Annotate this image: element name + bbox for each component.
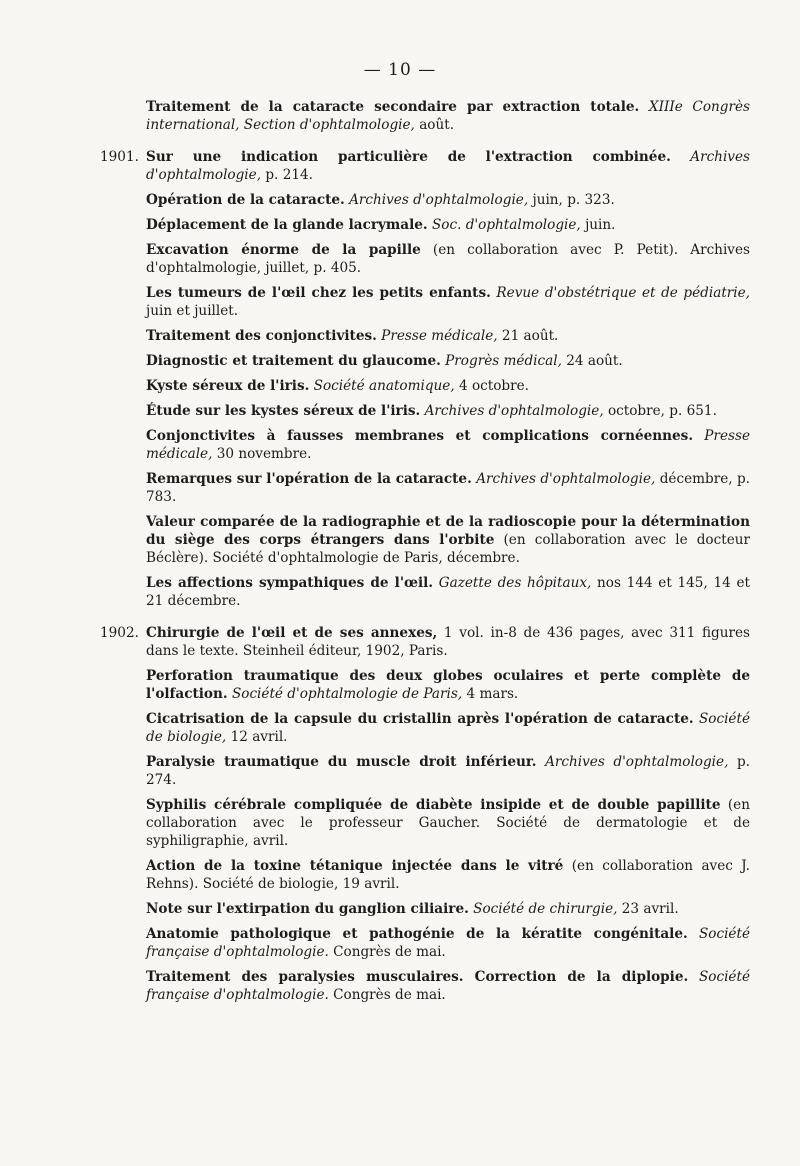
bibliography-entry [146, 284, 750, 320]
entry-source: Revue d'obstétrique et de pédiatrie, [490, 285, 751, 301]
entry-title: Anatomie pathologique et pathogénie de la kératite congénitale. [146, 926, 688, 942]
entry-title: Valeur comparée de la radiographie et de la radioscopie pour la détermination du siège des corps étrangers dans l'orbite [146, 514, 750, 548]
entry-details: (en collaboration avec P. Petit). Archives d'ophtalmologie, juillet, p. 405. [146, 242, 750, 276]
entry-title: Conjonctivites à fausses membranes et complications cornéennes. [146, 428, 694, 444]
entry-title: Cicatrisation de la capsule du cristallin après l'opération de cataracte. [146, 711, 694, 727]
entry-details: juin et juillet. [146, 303, 239, 319]
entry-title: Diagnostic et traitement du glaucome. [146, 353, 441, 369]
entry-title: Opération de la cataracte. [146, 192, 345, 208]
bibliography-entry [146, 216, 750, 234]
entry-details: 12 avril. [226, 729, 288, 745]
entry-source: Gazette des hôpitaux, [433, 575, 592, 591]
bibliography-entry [146, 470, 750, 506]
entry-source: Société anatomique, [309, 378, 455, 394]
entry-details: décembre, p. 783. [146, 471, 751, 505]
entry-title: Paralysie traumatique du muscle droit inférieur. [146, 754, 537, 770]
entry-details: (en collaboration avec le docteur Béclère). Société d'ophtalmologie de Paris, décembre. [146, 532, 750, 566]
entry-details: 21 août. [497, 328, 559, 344]
entry-title: Kyste séreux de l'iris. [146, 378, 310, 394]
page-number: — 10 — [363, 60, 437, 80]
entry-details: 23 avril. [617, 901, 679, 917]
entry-title: Les tumeurs de l'œil chez les petits enfants. [146, 285, 491, 301]
bibliography-list [0, 98, 800, 1011]
bibliography-entry [146, 796, 750, 850]
entry-title: Étude sur les kystes séreux de l'iris. [146, 403, 421, 419]
bibliography-entry [146, 513, 750, 567]
entry-source: Archives d'ophtalmologie, [420, 403, 604, 419]
entry-details: juin. [580, 217, 616, 233]
entry-details: Congrès de mai. [328, 987, 446, 1003]
entry-source: Presse médicale, [376, 328, 498, 344]
entry-source: Archives d'ophtalmologie, [344, 192, 529, 208]
entry-title: Note sur l'extirpation du ganglion ciliaire. [146, 901, 469, 917]
entry-year: 1902. [100, 625, 139, 641]
bibliography-entry [146, 857, 750, 893]
entry-details: 4 mars. [462, 686, 519, 702]
bibliography-entry [146, 98, 750, 134]
entry-source: Soc. d'ophtalmologie, [427, 217, 581, 233]
entry-details: juin, p. 323. [528, 192, 615, 208]
entry-source: Progrès médical, [440, 353, 562, 369]
bibliography-entry [146, 241, 750, 277]
bibliography-entry [146, 900, 750, 918]
bibliography-entry [146, 191, 750, 209]
entry-title: Syphilis cérébrale compliquée de diabète insipide et de double papillite [146, 797, 721, 813]
entry-source: Société française d'ophtalmologie. [146, 969, 750, 1003]
entry-source: Société française d'ophtalmologie. [146, 926, 750, 960]
entry-details: 24 août. [561, 353, 623, 369]
bibliography-entry [146, 925, 750, 961]
entry-details: p. 274. [146, 754, 750, 788]
entry-source: Presse médicale, [146, 428, 750, 462]
bibliography-entry [146, 968, 750, 1004]
bibliography-entry [146, 352, 750, 370]
entry-title: Les affections sympathiques de l'œil. [146, 575, 434, 591]
bibliography-entry [146, 753, 750, 789]
entry-details: 4 octobre. [454, 378, 529, 394]
entry-details: p. 214. [261, 167, 313, 183]
entry-details: août. [414, 117, 455, 133]
entry-source: XIIIe Congrès international, Section d'ophtalmologie, [146, 99, 750, 133]
entry-title: Excavation énorme de la papille [146, 242, 421, 258]
entry-details: (en collaboration avec J. Rehns). Société de biologie, 19 avril. [146, 858, 750, 892]
bibliography-entry [146, 667, 750, 703]
entry-source: Société d'ophtalmologie de Paris, [227, 686, 463, 702]
entry-title: Traitement de la cataracte secondaire par extraction totale. [146, 99, 640, 115]
entry-title: Sur une indication particulière de l'extraction combinée. [146, 149, 671, 165]
bibliography-entry [146, 574, 750, 610]
entry-source: Archives d'ophtalmologie, [471, 471, 656, 487]
entry-details: octobre, p. 651. [603, 403, 717, 419]
entry-details: Congrès de mai. [328, 944, 446, 960]
entry-details: nos 144 et 145, 14 et 21 décembre. [146, 575, 750, 609]
bibliography-entry [146, 327, 750, 345]
bibliography-entry [100, 624, 751, 660]
entry-details: (en collaboration avec le professeur Gaucher. Société de dermatologie et de syphiligraphie, avril. [146, 797, 750, 849]
entry-details: 1 vol. in-8 de 436 pages, avec 311 figures dans le texte. Steinheil éditeur, 1902, Paris. [146, 625, 751, 659]
bibliography-entry [146, 377, 750, 395]
entry-source: Société de chirurgie, [468, 901, 618, 917]
entry-title: Action de la toxine tétanique injectée dans le vitré [146, 858, 564, 874]
bibliography-entry [146, 402, 750, 420]
entry-details: 30 novembre. [212, 446, 312, 462]
bibliography-entry [100, 148, 750, 184]
entry-title: Déplacement de la glande lacrymale. [146, 217, 428, 233]
entry-title: Traitement des paralysies musculaires. Correction de la diplopie. [146, 969, 689, 985]
entry-title: Chirurgie de l'œil et de ses annexes, [146, 625, 438, 641]
entry-source: Archives d'ophtalmologie, [536, 754, 729, 770]
bibliography-entry [146, 710, 750, 746]
entry-source: Société de biologie, [146, 711, 750, 745]
entry-title: Traitement des conjonctivites. [146, 328, 377, 344]
entry-source: Archives d'ophtalmologie, [146, 149, 750, 183]
bibliography-entry [146, 427, 750, 463]
entry-year: 1901. [100, 149, 139, 165]
entry-title: Perforation traumatique des deux globes oculaires et perte complète de l'olfaction. [146, 668, 750, 702]
entry-title: Remarques sur l'opération de la cataracte. [146, 471, 472, 487]
